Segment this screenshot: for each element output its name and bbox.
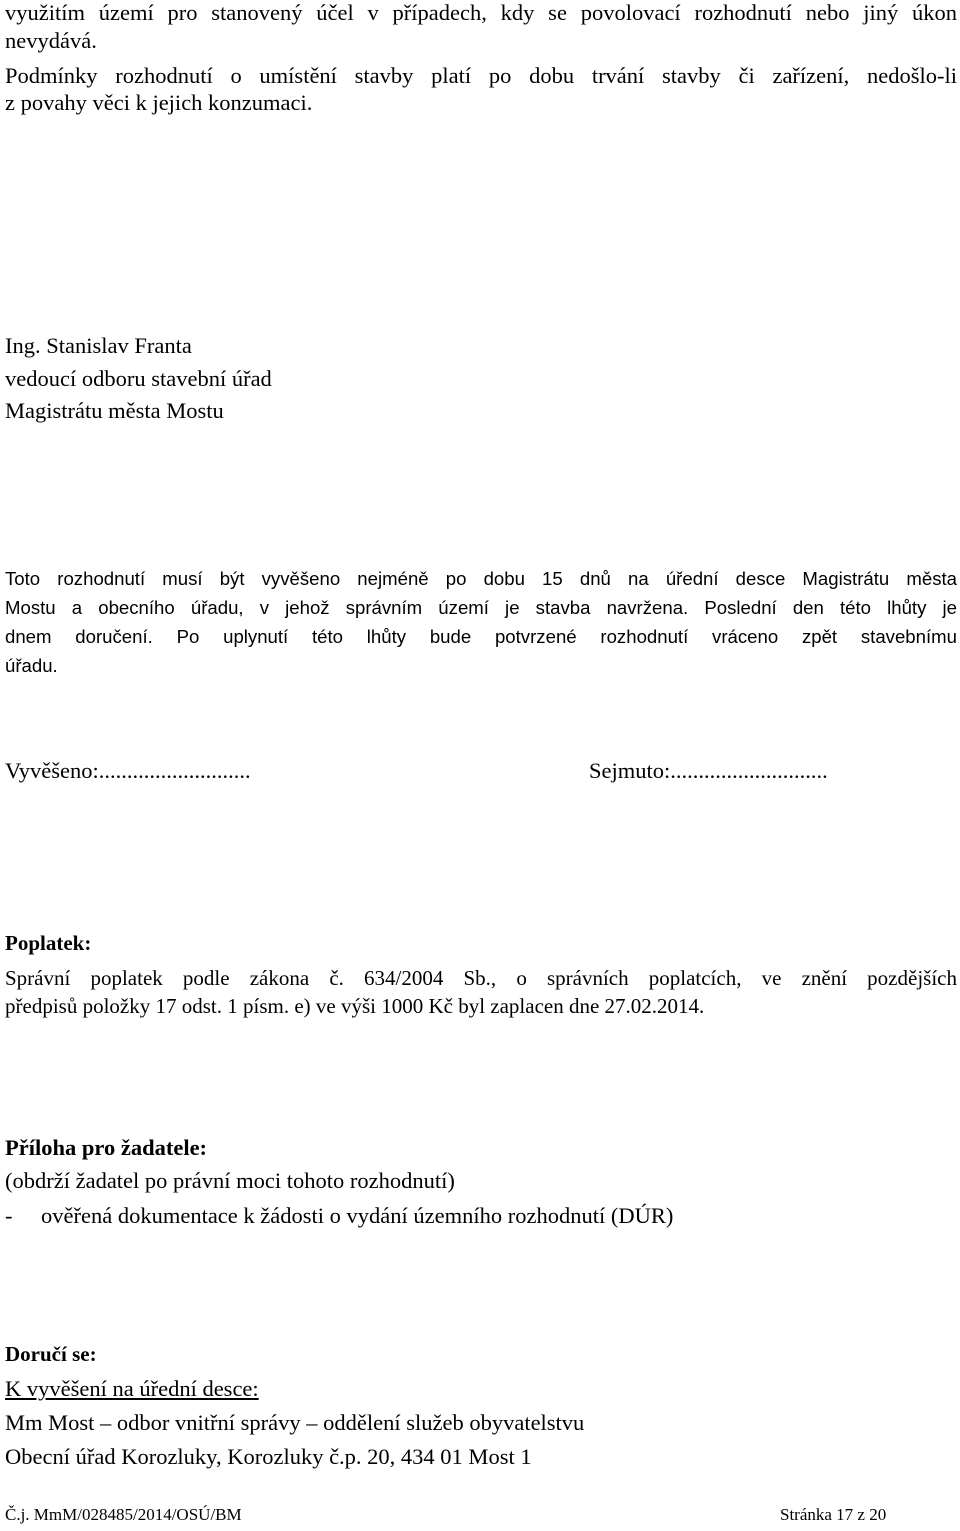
intro-line-1: využitím území pro stanovený účel v případech, kdy se povolovací rozhodnutí nebo jiný úkon [5, 0, 957, 25]
attachment-item [5, 1205, 673, 1228]
signatory-position: vedoucí odboru stavební úřad [5, 366, 272, 391]
intro-line-4: z povahy věci k jejich konzumaci. [5, 90, 313, 115]
notice-line-1: Toto rozhodnutí musí být vyvěšeno nejméně po dobu 15 dnů na úřední desce Magistrátu města [5, 568, 957, 589]
bullet-dash: - [5, 1203, 13, 1228]
notice-line-3: dnem doručení. Po uplynutí této lhůty bude potvrzené rozhodnutí vráceno zpět stavebnímu [5, 626, 957, 647]
removed-field: Sejmuto:............................ [589, 758, 828, 783]
intro-line-2: nevydává. [5, 28, 97, 53]
fee-heading: Poplatek: [5, 931, 92, 955]
fee-line-2: předpisů položky 17 odst. 1 písm. e) ve výši 1000 Kč byl zaplacen dne 27.02.2014. [5, 994, 705, 1018]
signatory-office: Magistrátu města Mostu [5, 398, 224, 423]
posted-field: Vyvěšeno:........................... [5, 758, 251, 783]
notice-line-4: úřadu. [5, 655, 58, 676]
attachment-item-text: ověřená dokumentace k žádosti o vydání územního rozhodnutí (DÚR) [41, 1203, 674, 1228]
fee-line-1: Správní poplatek podle zákona č. 634/2004 Sb., o správních poplatcích, ve znění pozdějších [5, 966, 957, 990]
delivery-recipient-2: Obecní úřad Korozluky, Korozluky č.p. 20, 434 01 Most 1 [5, 1444, 532, 1469]
notice-line-2: Mostu a obecního úřadu, v jehož správním území je stavba navržena. Poslední den této lhůty je [5, 597, 957, 618]
footer-page-number: Stránka 17 z 20 [780, 1505, 887, 1524]
delivery-heading: Doručí se: [5, 1342, 97, 1366]
delivery-subheading: K vyvěšení na úřední desce: [5, 1376, 259, 1401]
signatory-name: Ing. Stanislav Franta [5, 333, 192, 358]
intro-line-3: Podmínky rozhodnutí o umístění stavby platí po dobu trvání stavby či zařízení, nedošlo-li [5, 63, 957, 88]
delivery-recipient-1: Mm Most – odbor vnitřní správy – oddělení služeb obyvatelstvu [5, 1410, 585, 1435]
attachment-note: (obdrží žadatel po právní moci tohoto rozhodnutí) [5, 1168, 455, 1193]
footer-reference: Č.j. MmM/028485/2014/OSÚ/BM [5, 1505, 242, 1524]
attachment-heading: Příloha pro žadatele: [5, 1135, 208, 1160]
